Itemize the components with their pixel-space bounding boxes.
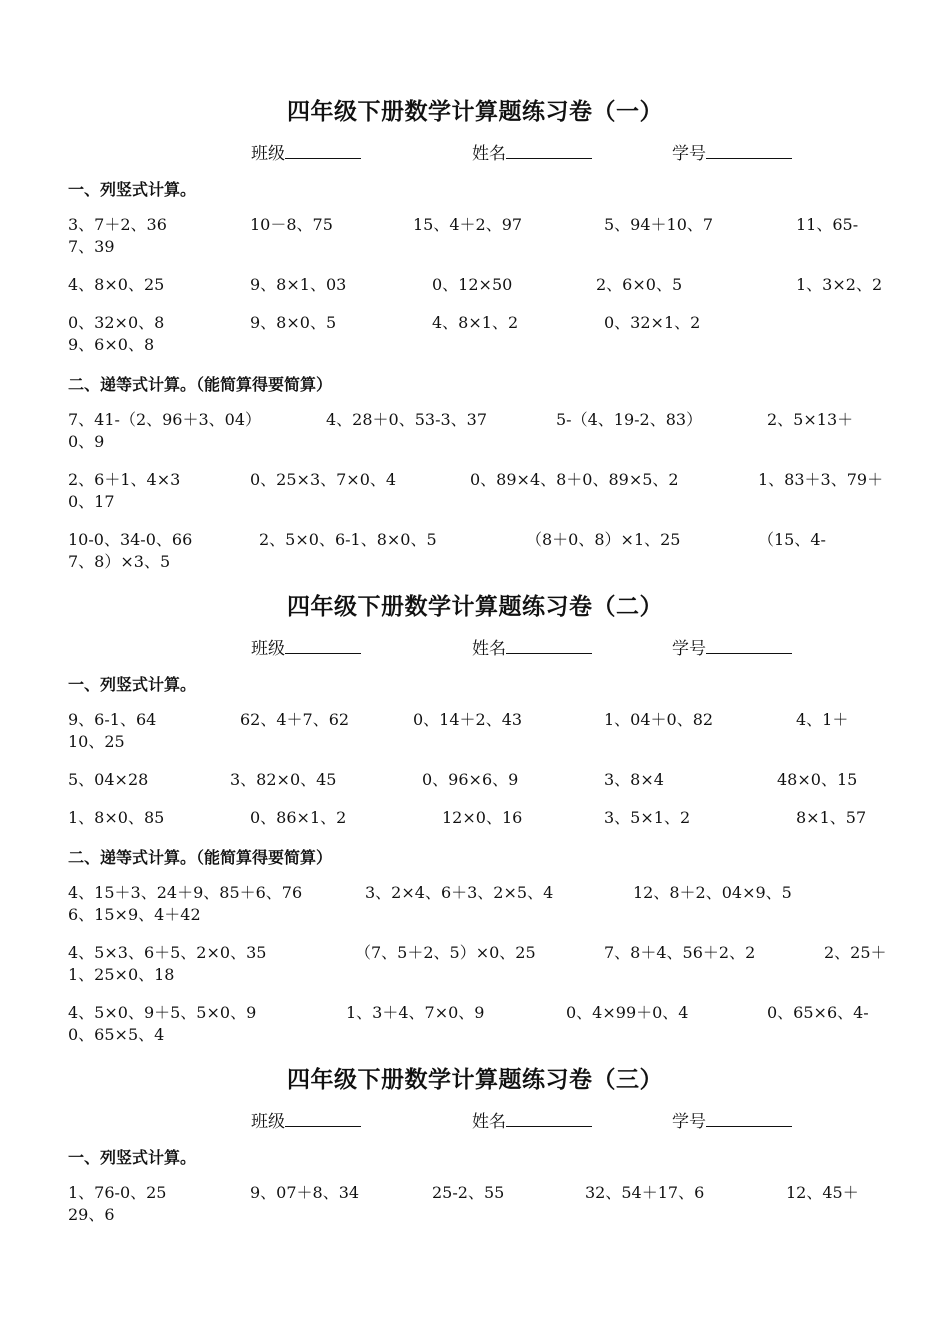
problem: 2、6＋1、4×3 xyxy=(68,470,181,489)
problem: （8＋0、8）×1、25 xyxy=(526,530,681,549)
sheet-1-title: 四年级下册数学计算题练习卷（一） xyxy=(287,99,663,125)
problem: （15、4- xyxy=(758,530,826,549)
problem: 3、7＋2、36 xyxy=(68,215,167,234)
problem-row xyxy=(0,1182,950,1230)
problem-row xyxy=(0,214,950,262)
class-field: 班级 xyxy=(251,1107,361,1132)
problem: 9、8×0、5 xyxy=(250,313,337,332)
problem: 4、28＋0、53-3、37 xyxy=(326,410,488,429)
class-blank[interactable] xyxy=(285,1111,361,1127)
problem-continuation: 6、15×9、4＋42 xyxy=(68,905,201,924)
problem: 0、65×6、4- xyxy=(767,1003,869,1022)
class-field: 班级 xyxy=(251,634,361,659)
problem-row xyxy=(0,312,950,360)
problem: 4、5×3、6＋5、2×0、35 xyxy=(68,943,267,962)
problem-continuation: 0、65×5、4 xyxy=(68,1025,165,1044)
section-heading-vertical: 一、列竖式计算。 xyxy=(68,675,197,694)
problem: 8×1、57 xyxy=(796,808,867,827)
problem: 15、4＋2、97 xyxy=(413,215,523,234)
section-heading-step: 二、递等式计算。（能简算得要简算） xyxy=(68,375,333,394)
number-blank[interactable] xyxy=(706,143,792,159)
problem-row xyxy=(0,469,950,517)
problem-row xyxy=(0,942,950,990)
problem: 5、04×28 xyxy=(68,770,149,789)
problem: 4、1＋ xyxy=(796,710,849,729)
problem: 3、5×1、2 xyxy=(604,808,691,827)
problem: 2、6×0、5 xyxy=(596,275,683,294)
problem-continuation: 9、6×0、8 xyxy=(68,335,155,354)
problem: 4、8×1、2 xyxy=(432,313,519,332)
sheet-2-title: 四年级下册数学计算题练习卷（二） xyxy=(287,594,663,620)
problem-continuation: 29、6 xyxy=(68,1205,115,1224)
problem-continuation: 0、17 xyxy=(68,492,115,511)
problem-continuation: 7、8）×3、5 xyxy=(68,552,171,571)
problem: 0、32×1、2 xyxy=(604,313,701,332)
problem: 2、25＋ xyxy=(824,943,887,962)
section-heading-vertical: 一、列竖式计算。 xyxy=(68,180,197,199)
problem: 0、14＋2、43 xyxy=(413,710,523,729)
name-field: 姓名 xyxy=(472,634,592,659)
problem: 3、82×0、45 xyxy=(230,770,337,789)
problem-continuation: 0、9 xyxy=(68,432,105,451)
problem: （7、5＋2、5）×0、25 xyxy=(355,943,536,962)
problem: 0、32×0、8 xyxy=(68,313,165,332)
name-field: 姓名 xyxy=(472,139,592,164)
problem: 3、8×4 xyxy=(604,770,664,789)
problem: 4、5×0、9＋5、5×0、9 xyxy=(68,1003,257,1022)
number-blank[interactable] xyxy=(706,1111,792,1127)
problem: 12、8＋2、04×9、5 xyxy=(633,883,792,902)
problem-row xyxy=(0,1002,950,1050)
problem: 0、4×99＋0、4 xyxy=(566,1003,689,1022)
problem-continuation: 10、25 xyxy=(68,732,125,751)
name-blank[interactable] xyxy=(506,1111,592,1127)
class-field: 班级 xyxy=(251,139,361,164)
problem: 9、6-1、64 xyxy=(68,710,157,729)
problem: 1、04＋0、82 xyxy=(604,710,714,729)
problem: 32、54＋17、6 xyxy=(585,1183,705,1202)
name-blank[interactable] xyxy=(506,638,592,654)
problem: 5-（4、19-2、83） xyxy=(556,410,703,429)
problem: 0、86×1、2 xyxy=(250,808,347,827)
problem: 48×0、15 xyxy=(777,770,858,789)
name-field: 姓名 xyxy=(472,1107,592,1132)
number-field: 学号 xyxy=(672,634,792,659)
problem: 0、25×3、7×0、4 xyxy=(250,470,397,489)
name-blank[interactable] xyxy=(506,143,592,159)
problem-continuation: 7、39 xyxy=(68,237,115,256)
problem-row xyxy=(0,882,950,930)
problem: 12、45＋ xyxy=(786,1183,859,1202)
problem: 11、65- xyxy=(796,215,859,234)
problem: 9、07＋8、34 xyxy=(250,1183,360,1202)
problem: 10-0、34-0、66 xyxy=(68,530,193,549)
section-heading-vertical: 一、列竖式计算。 xyxy=(68,1148,197,1167)
problem-row xyxy=(0,529,950,577)
problem-row xyxy=(0,709,950,757)
section-heading-step: 二、递等式计算。（能简算得要简算） xyxy=(68,848,333,867)
problem: 0、96×6、9 xyxy=(422,770,519,789)
problem-continuation: 1、25×0、18 xyxy=(68,965,175,984)
number-field: 学号 xyxy=(672,1107,792,1132)
problem: 3、2×4、6＋3、2×5、4 xyxy=(365,883,554,902)
problem: 0、12×50 xyxy=(432,275,513,294)
problem: 2、5×13＋ xyxy=(767,410,854,429)
number-field: 学号 xyxy=(672,139,792,164)
class-blank[interactable] xyxy=(285,638,361,654)
sheet-3-title: 四年级下册数学计算题练习卷（三） xyxy=(287,1067,663,1093)
problem: 0、89×4、8＋0、89×5、2 xyxy=(470,470,679,489)
class-blank[interactable] xyxy=(285,143,361,159)
problem: 1、8×0、85 xyxy=(68,808,165,827)
problem: 1、83＋3、79＋ xyxy=(758,470,884,489)
problem: 1、3＋4、7×0、9 xyxy=(346,1003,485,1022)
problem: 4、8×0、25 xyxy=(68,275,165,294)
problem: 9、8×1、03 xyxy=(250,275,347,294)
problem: 2、5×0、6-1、8×0、5 xyxy=(259,530,437,549)
problem: 25-2、55 xyxy=(432,1183,505,1202)
problem: 4、15＋3、24＋9、85＋6、76 xyxy=(68,883,303,902)
problem: 12×0、16 xyxy=(442,808,523,827)
problem: 62、4＋7、62 xyxy=(240,710,350,729)
problem: 10－8、75 xyxy=(250,215,333,234)
problem: 5、94＋10、7 xyxy=(604,215,714,234)
number-blank[interactable] xyxy=(706,638,792,654)
problem: 1、3×2、2 xyxy=(796,275,883,294)
problem-row xyxy=(0,409,950,457)
problem: 7、41-（2、96＋3、04） xyxy=(68,410,262,429)
problem: 7、8＋4、56＋2、2 xyxy=(604,943,756,962)
problem: 1、76-0、25 xyxy=(68,1183,167,1202)
